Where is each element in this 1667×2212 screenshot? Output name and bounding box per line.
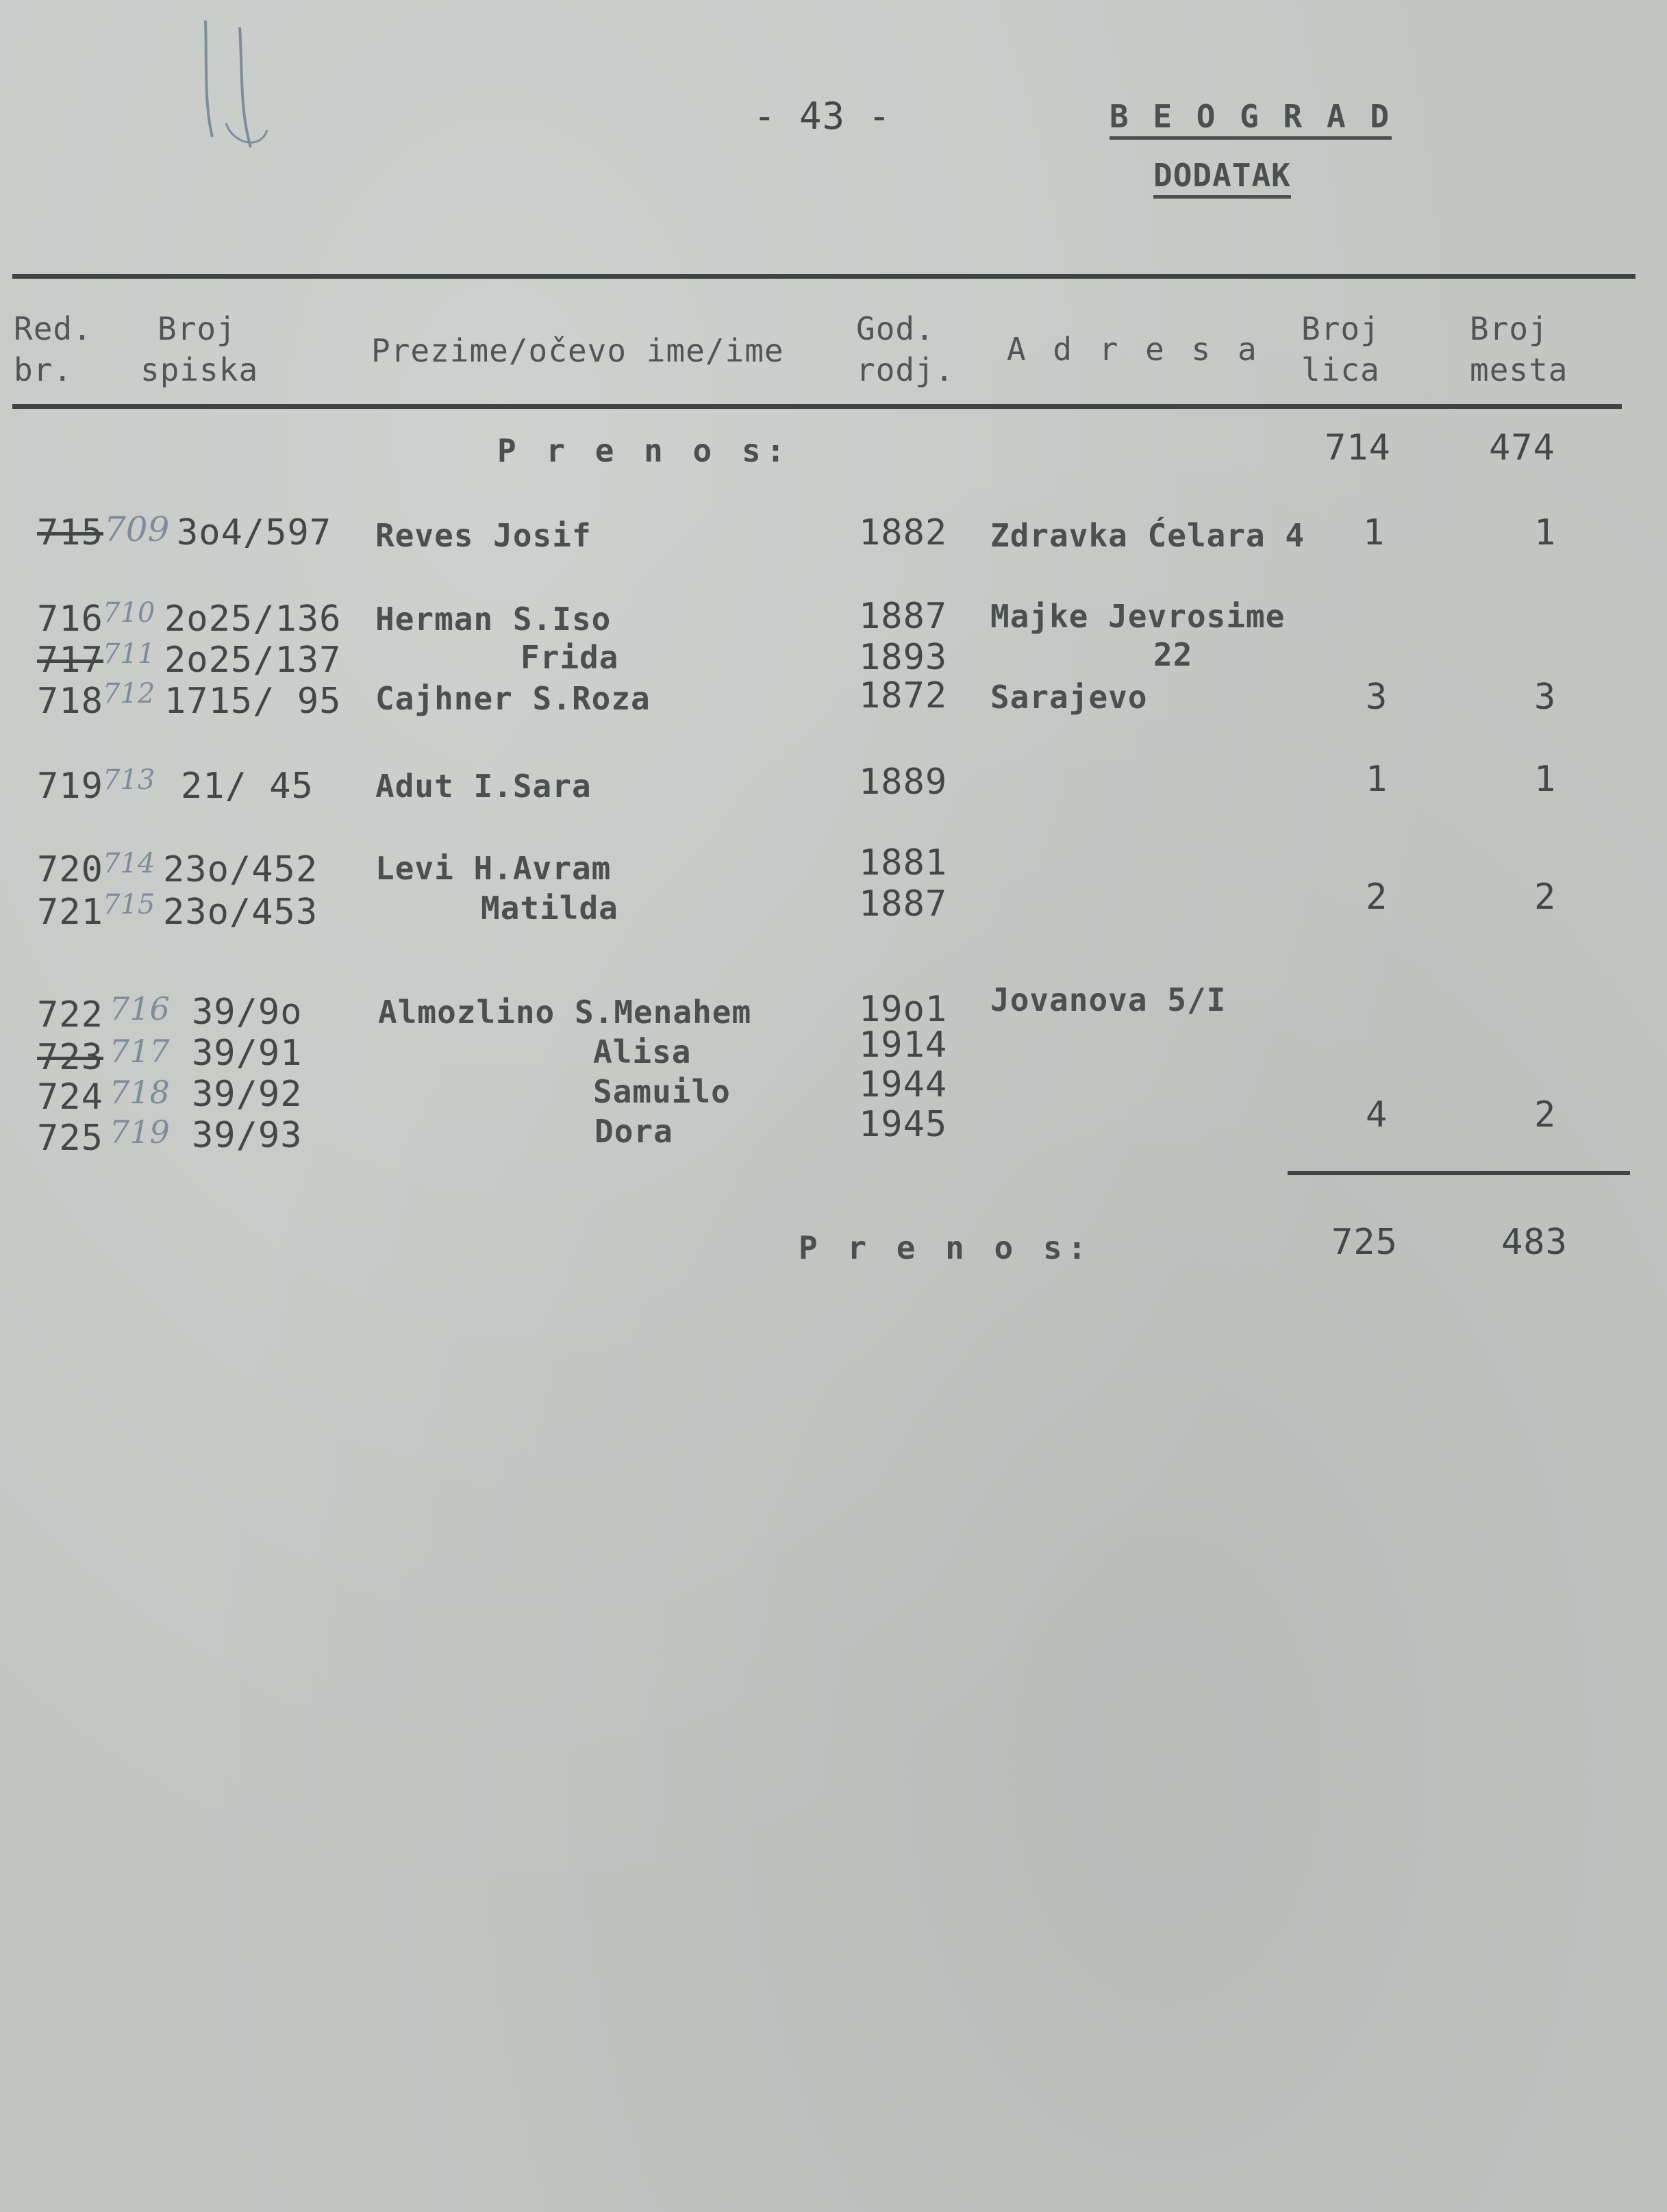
col-year-line2: rodj.: [856, 351, 955, 388]
row-persons: 4: [1366, 1094, 1388, 1135]
row-places: 1: [1534, 512, 1557, 553]
col-broj-spiska-line2: spiska: [140, 351, 259, 388]
row-red-number: 717: [37, 640, 103, 681]
row-address: 22: [1153, 636, 1193, 673]
row-red-number: 716: [37, 599, 103, 640]
handwritten-number: 719: [110, 1114, 170, 1151]
row-persons: 2: [1366, 877, 1388, 918]
col-places-line2: mesta: [1470, 351, 1568, 388]
section-title: DODATAK: [1153, 156, 1291, 194]
handwritten-number: 713: [103, 764, 155, 796]
carry-in-label: P r e n o s:: [497, 432, 791, 469]
page-number: - 43 -: [753, 95, 892, 138]
row-year: 1887: [859, 883, 948, 925]
row-year: 1889: [859, 762, 948, 803]
col-persons-line1: Broj: [1301, 310, 1380, 347]
row-name: Adut I.Sara: [375, 768, 592, 805]
row-name: Matilda: [481, 890, 618, 927]
handwritten-number: 716: [110, 990, 170, 1027]
col-red-br-line2: br.: [14, 351, 73, 388]
row-year: 1882: [859, 512, 948, 553]
row-persons: 1: [1363, 512, 1386, 553]
row-red-number: 722: [37, 994, 103, 1035]
handwritten-number: 714: [103, 848, 155, 879]
sum-rule: [1288, 1171, 1630, 1175]
row-red-number: 724: [37, 1077, 103, 1118]
row-list-number: 21/ 45: [181, 766, 314, 807]
col-year-line1: God.: [856, 310, 935, 347]
col-places-line1: Broj: [1470, 310, 1549, 347]
row-red-number: 720: [37, 849, 103, 890]
row-year: 1945: [859, 1104, 948, 1145]
row-list-number: 39/91: [192, 1033, 303, 1074]
row-list-number: 39/93: [192, 1115, 303, 1156]
row-list-number: 2o25/137: [164, 640, 342, 681]
carry-in-places: 474: [1489, 427, 1555, 468]
pencil-mark-icon: [185, 14, 294, 158]
handwritten-number: 711: [103, 638, 155, 670]
header-bottom-rule: [12, 404, 1622, 409]
handwritten-number: 717: [110, 1033, 170, 1070]
carry-out-label: P r e n o s:: [799, 1229, 1092, 1266]
col-persons-line2: lica: [1301, 351, 1380, 388]
row-name: Levi H.Avram: [375, 850, 612, 887]
row-year: 1881: [859, 842, 948, 883]
header-top-rule: [12, 274, 1635, 279]
row-places: 3: [1534, 677, 1557, 718]
row-red-number: 719: [37, 766, 103, 807]
row-persons: 1: [1366, 759, 1388, 800]
handwritten-number: 715: [103, 889, 155, 920]
row-list-number: 39/92: [192, 1074, 303, 1115]
row-address: Zdravka Ćelara 4: [990, 517, 1305, 554]
row-list-number: 2o25/136: [164, 599, 342, 640]
handwritten-number: 710: [103, 597, 155, 629]
row-address: Jovanova 5/I: [990, 981, 1227, 1018]
row-red-number: 721: [37, 892, 103, 933]
row-list-number: 23o/453: [163, 892, 318, 933]
col-red-br-line1: Red.: [14, 310, 92, 347]
col-broj-spiska-line1: Broj: [158, 310, 236, 347]
row-persons: 3: [1366, 677, 1388, 718]
row-list-number: 3o4/597: [177, 512, 332, 553]
row-year: 19o1: [859, 989, 948, 1030]
handwritten-number: 709: [104, 510, 170, 549]
row-list-number: 39/9o: [192, 992, 303, 1033]
row-red-number: 715: [37, 512, 103, 553]
row-name: Almozlino S.Menahem: [378, 994, 752, 1031]
row-list-number: 1715/ 95: [164, 681, 342, 722]
row-name: Alisa: [593, 1033, 692, 1070]
carry-out-persons: 725: [1331, 1222, 1398, 1263]
row-red-number: 725: [37, 1118, 103, 1159]
row-places: 1: [1534, 759, 1557, 800]
row-address: Majke Jevrosime: [990, 598, 1286, 635]
row-name: Frida: [521, 639, 619, 676]
row-name: Dora: [594, 1113, 673, 1150]
row-red-number: 723: [37, 1037, 103, 1078]
row-name: Herman S.Iso: [375, 601, 612, 638]
carry-in-persons: 714: [1325, 427, 1391, 468]
row-name: Cajhner S.Roza: [375, 680, 651, 717]
row-name: Samuilo: [593, 1073, 731, 1110]
row-year: 1944: [859, 1064, 948, 1105]
carry-out-places: 483: [1501, 1222, 1568, 1263]
row-red-number: 718: [37, 681, 103, 722]
row-year: 1893: [859, 637, 948, 678]
col-address: A d r e s a: [1007, 331, 1261, 368]
row-year: 1914: [859, 1025, 948, 1066]
row-list-number: 23o/452: [163, 849, 318, 890]
row-year: 1887: [859, 596, 948, 637]
row-name: Reves Josif: [375, 517, 592, 554]
handwritten-number: 712: [103, 678, 155, 709]
row-year: 1872: [859, 675, 948, 716]
row-address: Sarajevo: [990, 679, 1148, 716]
col-name: Prezime/očevo ime/ime: [371, 332, 784, 369]
row-places: 2: [1534, 877, 1557, 918]
city-title: B E O G R A D: [1110, 97, 1392, 136]
row-places: 2: [1534, 1094, 1557, 1135]
handwritten-number: 718: [110, 1074, 170, 1111]
